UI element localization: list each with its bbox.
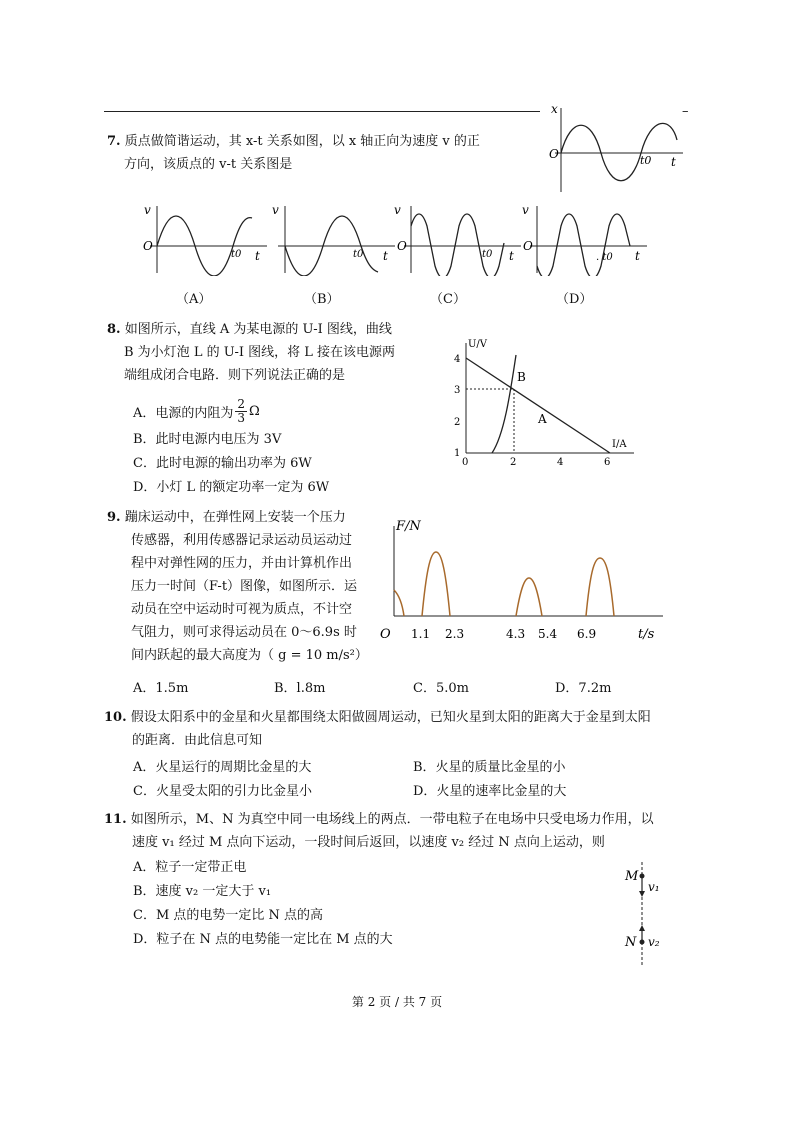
q10-text xyxy=(104,706,651,752)
q7-xt-origin: O xyxy=(549,147,559,161)
q10-number: 10. xyxy=(104,710,127,725)
q11-label-m: M xyxy=(625,869,639,884)
q9-number: 9. xyxy=(107,510,121,525)
q7-line1: 质点做简谐运动，其 x-t 关系如图，以 x 轴正向为速度 v 的正 xyxy=(124,134,480,149)
q7-option-c-graph xyxy=(394,198,524,276)
q10-line2: 的距离．由此信息可知 xyxy=(132,733,263,748)
q7-xt-y-label: x xyxy=(551,102,558,116)
q7-d-curve xyxy=(537,214,630,276)
q7-a-tick: t0 xyxy=(231,249,242,260)
q9-option-d: D．7.2m xyxy=(555,681,612,696)
q7-a-y-label: v xyxy=(144,203,151,217)
q8-option-d: D．小灯 L 的额定功率一定为 6W xyxy=(133,480,330,495)
q9-x-tick-5: 6.9 xyxy=(577,627,597,641)
q9-pulse-3 xyxy=(586,558,614,616)
q8-y-tick-1: 1 xyxy=(454,448,461,459)
q9-option-c: C．5.0m xyxy=(413,681,469,696)
q8-option-a-unit: Ω xyxy=(249,403,260,419)
q7-xt-x-label: t xyxy=(671,155,676,169)
q7-c-tick: t0 xyxy=(482,249,493,260)
q8-line1: 如图所示，直线 A 为某电源的 U-I 图线，曲线 xyxy=(124,322,392,337)
q8-x-tick-0: 0 xyxy=(462,457,469,467)
q9-ft-graph xyxy=(378,512,668,642)
q11-text xyxy=(104,808,654,854)
q9-option-a: A．1.5m xyxy=(133,681,189,696)
q11-point-m xyxy=(640,874,645,879)
q9-x-tick-2: 2.3 xyxy=(445,627,465,641)
q10-option-c: C．火星受太阳的引力比金星小 xyxy=(133,784,312,799)
q7-option-b-label: （B） xyxy=(304,292,340,307)
q9-line-2: 传感器，利用传感器记录运动员运动过 xyxy=(131,533,353,548)
q11-arrow-up xyxy=(639,925,645,931)
q7-option-d-label: （D） xyxy=(556,292,593,307)
q8-option-a xyxy=(133,396,260,426)
q8-y-tick-4: 4 xyxy=(454,354,461,365)
q7-option-a-label: （A） xyxy=(176,292,212,307)
q9-y-label: F/N xyxy=(396,519,421,534)
q9-line-6: 气阻力，则可求得运动员在 0～6.9s 时 xyxy=(131,625,357,640)
q9-x-tick-4: 5.4 xyxy=(538,627,558,641)
q8-x-tick-4: 4 xyxy=(557,457,564,467)
q11-option-b: B．速度 v₂ 一定大于 v₁ xyxy=(133,884,272,899)
q9-x-label: t/s xyxy=(638,627,655,642)
q11-label-v2: v₂ xyxy=(648,935,660,949)
q8-line-a-label: A xyxy=(538,412,547,426)
q9-pulse-2 xyxy=(516,578,542,616)
page-footer: 第 2 页 / 共 7 页 xyxy=(351,995,443,1009)
q7-text xyxy=(107,130,480,176)
q11-line2: 速度 v₁ 经过 M 点向下运动，一段时间后返回，以速度 v₂ 经过 N 点向上运动，则 xyxy=(132,835,605,850)
q7-line2: 方向，该质点的 v-t 关系图是 xyxy=(124,157,293,172)
q9-pulse-1 xyxy=(422,552,450,616)
q7-c-x-label: t xyxy=(509,249,514,263)
q10-option-b: B．火星的质量比金星的小 xyxy=(413,760,566,775)
q8-line2: B 为小灯泡 L 的 U-I 图线，将 L 接在该电源两 xyxy=(124,345,396,360)
q9-pulse-0 xyxy=(394,590,404,616)
q9-line-1: 蹦床运动中，在弹性网上安装一个压力 xyxy=(124,510,346,525)
q8-curve-b-label: B xyxy=(517,370,526,384)
q9-line-7: 间内跃起的最大高度为（ g = 10 m/s²） xyxy=(131,648,368,663)
header-rule xyxy=(104,111,540,112)
q8-y-tick-2: 2 xyxy=(454,417,461,428)
q7-option-a-graph xyxy=(140,198,270,276)
q7-d-tick: . t0 xyxy=(596,252,613,263)
q9-line-5: 动员在空中运动时可视为质点，不计空 xyxy=(131,602,353,617)
q7-option-b-graph xyxy=(268,198,398,276)
q9-line-4: 压力一时间（F-t）图像，如图所示．运 xyxy=(131,579,358,594)
q7-a-origin: O xyxy=(143,239,153,253)
q9-option-b: B．l.8m xyxy=(274,681,326,696)
q9-text xyxy=(107,506,368,667)
q9-line-3: 程中对弹性网的压力，并由计算机作出 xyxy=(131,556,353,571)
q8-option-b: B．此时电源内电压为 3V xyxy=(133,432,282,447)
q7-option-d-graph xyxy=(520,198,650,276)
q7-xt-graph xyxy=(545,100,685,195)
q8-line3: 端组成闭合电路．则下列说法正确的是 xyxy=(124,368,346,383)
q8-text xyxy=(107,318,395,387)
q8-curve-b xyxy=(492,355,516,453)
q9-origin: O xyxy=(380,627,391,642)
q11-option-c: C．M 点的电势一定比 N 点的高 xyxy=(133,908,324,923)
q7-c-curve xyxy=(411,214,504,276)
q8-x-label: I/A xyxy=(612,439,627,450)
q11-line1: 如图所示，M、N 为真空中同一电场线上的两点．一带电粒子在电场中只受电场力作用，以 xyxy=(130,812,654,827)
q10-option-d: D．火星的速率比金星的大 xyxy=(413,784,567,799)
q8-option-a-den: 3 xyxy=(237,410,246,425)
q7-c-origin: O xyxy=(397,239,407,253)
q7-c-y-label: v xyxy=(394,203,401,217)
q11-field-line-figure xyxy=(615,858,675,968)
q11-point-n xyxy=(640,940,645,945)
q9-x-tick-3: 4.3 xyxy=(506,627,526,641)
q10-option-a: A．火星运行的周期比金星的大 xyxy=(133,760,312,775)
q11-label-v1: v₁ xyxy=(648,880,660,894)
q8-ui-graph xyxy=(450,335,640,467)
q7-d-y-label: v xyxy=(522,203,529,217)
q11-label-n: N xyxy=(625,935,637,950)
q8-option-a-num: 2 xyxy=(237,396,246,411)
q11-option-d: D．粒子在 N 点的电势能一定比在 M 点的大 xyxy=(133,932,393,947)
q8-line-a xyxy=(466,358,610,453)
q11-option-a: A．粒子一定带正电 xyxy=(133,860,247,875)
q7-a-x-label: t xyxy=(255,249,260,263)
q7-d-x-label: t xyxy=(635,249,640,263)
q8-option-c: C．此时电源的输出功率为 6W xyxy=(133,456,312,471)
q8-x-tick-2: 2 xyxy=(510,457,517,467)
q11-arrow-down xyxy=(639,891,645,897)
q8-option-a-fraction xyxy=(235,398,247,425)
q7-xt-curve xyxy=(561,123,677,180)
q9-x-tick-1: 1.1 xyxy=(411,627,431,641)
q8-y-tick-3: 3 xyxy=(454,385,461,396)
header-mark: – xyxy=(682,104,689,119)
q7-xt-tick: t0 xyxy=(640,154,652,167)
q8-option-a-text: A．电源的内阻为 xyxy=(133,405,234,421)
q7-b-x-label: t xyxy=(383,249,388,263)
q7-b-y-label: v xyxy=(272,203,279,217)
q7-number: 7. xyxy=(107,134,121,149)
q7-b-tick: t0 xyxy=(353,249,364,260)
q11-number: 11. xyxy=(104,812,127,827)
q8-y-label: U/V xyxy=(468,339,488,350)
q10-line1: 假设太阳系中的金星和火星都围绕太阳做圆周运动，已知火星到太阳的距离大于金星到太阳 xyxy=(130,710,651,725)
q7-option-c-label: （C） xyxy=(430,292,466,307)
q8-x-tick-6: 6 xyxy=(604,457,611,467)
q7-d-origin: O xyxy=(523,239,533,253)
q8-number: 8. xyxy=(107,322,121,337)
